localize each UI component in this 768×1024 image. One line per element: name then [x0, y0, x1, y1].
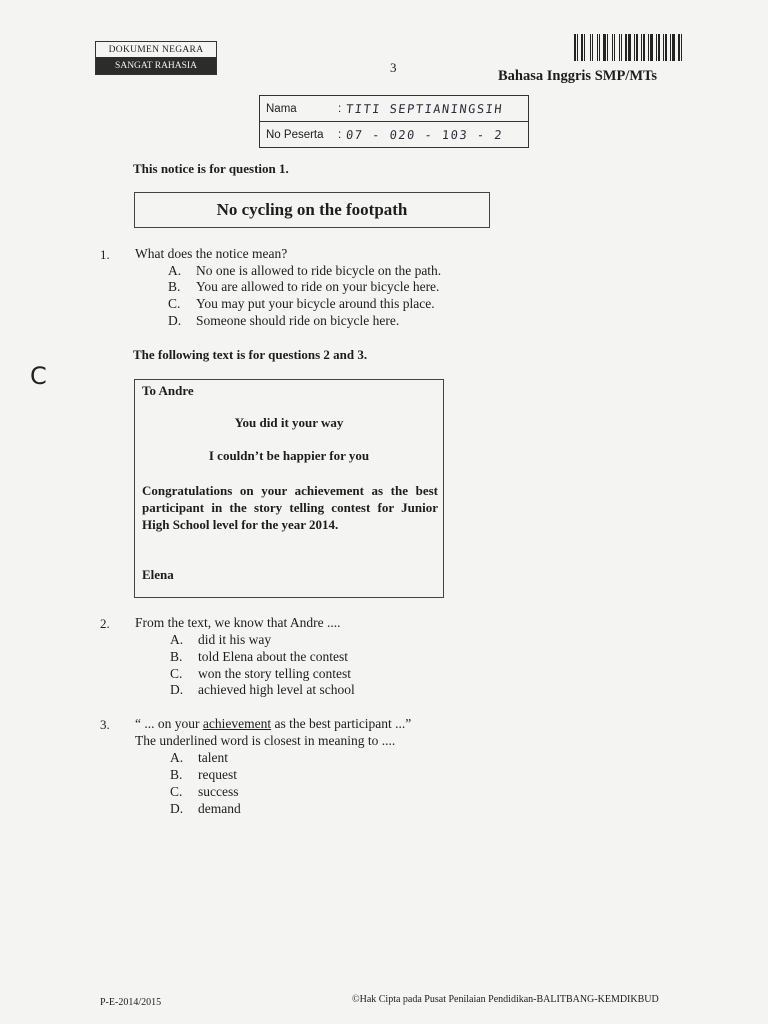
option-text: talent [198, 750, 228, 765]
colon: : [338, 102, 342, 115]
footer-code: P-E-2014/2015 [100, 997, 162, 1008]
notice-text: No cycling on the footpath [216, 200, 408, 219]
name-row [260, 96, 528, 121]
subject-title: Bahasa Inggris SMP/MTs [498, 68, 657, 84]
option-letter: B. [170, 767, 183, 782]
colon: : [338, 128, 342, 141]
identity-box [259, 95, 529, 148]
card-line-2: I couldn’t be happier for you [208, 448, 370, 463]
question-text: From the text, we know that Andre .... [135, 615, 341, 630]
option-d[interactable] [168, 313, 399, 329]
option-text: achieved high level at school [198, 682, 355, 697]
option-letter: C. [168, 296, 181, 311]
card-recipient: To Andre [142, 383, 194, 398]
secret-label: SANGAT RAHASIA [96, 57, 216, 74]
option-letter: D. [170, 801, 184, 816]
option-d[interactable] [170, 682, 355, 698]
option-text: Someone should ride on bicycle here. [196, 313, 400, 328]
option-letter: A. [168, 263, 182, 278]
option-b[interactable] [170, 649, 348, 665]
notice-box [134, 192, 490, 228]
option-letter: D. [170, 682, 184, 697]
question-text: What does the notice mean? [135, 246, 288, 261]
option-text: No one is allowed to ride bicycle on the path. [196, 263, 442, 278]
option-c[interactable] [170, 666, 351, 682]
option-text: You are allowed to ride on your bicycle here. [196, 279, 440, 294]
option-letter: B. [170, 649, 183, 664]
card-body: Congratulations on your achievement as the best participant in the story telling contest for Junior High School level for the year 2014. [142, 483, 438, 532]
option-text: did it his way [198, 632, 272, 647]
option-text: You may put your bicycle around this place. [196, 296, 435, 311]
card-signature: Elena [142, 567, 174, 582]
option-b[interactable] [170, 767, 237, 783]
option-letter: C. [170, 666, 183, 681]
option-letter: D. [168, 313, 182, 328]
question-number: 2. [100, 616, 110, 631]
option-text: success [198, 784, 239, 799]
quote-start: “ ... on your [135, 716, 203, 731]
greeting-card [134, 379, 444, 598]
option-a[interactable] [168, 263, 441, 279]
name-label: Nama [266, 102, 297, 115]
classification-box [95, 41, 217, 75]
option-c[interactable] [168, 296, 435, 312]
option-text: told Elena about the contest [198, 649, 348, 664]
doc-label: DOKUMEN NEGARA [108, 45, 204, 55]
text-intro: The following text is for questions 2 and 3. [133, 347, 368, 362]
option-a[interactable] [170, 750, 228, 766]
option-d[interactable] [170, 801, 241, 817]
number-label: No Peserta [266, 128, 324, 141]
quote-end: as the best participant ...” [271, 716, 412, 731]
question-quote [135, 716, 411, 732]
card-line-1: You did it your way [234, 415, 344, 430]
option-text: demand [198, 801, 241, 816]
name-value: TITI SEPTIANINGSIH [345, 101, 504, 116]
handwritten-mark: C [30, 362, 47, 390]
option-text: request [198, 767, 237, 782]
option-b[interactable] [168, 279, 439, 295]
option-a[interactable] [170, 632, 271, 648]
option-letter: A. [170, 632, 184, 647]
option-text: won the story telling contest [198, 666, 351, 681]
question-number: 3. [100, 717, 110, 732]
notice-intro: This notice is for question 1. [133, 161, 289, 176]
option-letter: C. [170, 784, 183, 799]
footer-copyright: ©Hak Cipta pada Pusat Penilaian Pendidikan-BALITBANG-KEMDIKBUD [352, 994, 659, 1005]
underlined-word: achievement [202, 716, 272, 731]
question-number: 1. [100, 247, 110, 262]
option-c[interactable] [170, 784, 239, 800]
question-text: The underlined word is closest in meaning to .... [135, 733, 396, 748]
page-number: 3 [390, 60, 397, 75]
option-letter: B. [168, 279, 181, 294]
barcode-icon [574, 34, 698, 61]
number-row [260, 121, 528, 147]
option-letter: A. [170, 750, 184, 765]
number-value: 07 - 020 - 103 - 2 [345, 127, 504, 142]
